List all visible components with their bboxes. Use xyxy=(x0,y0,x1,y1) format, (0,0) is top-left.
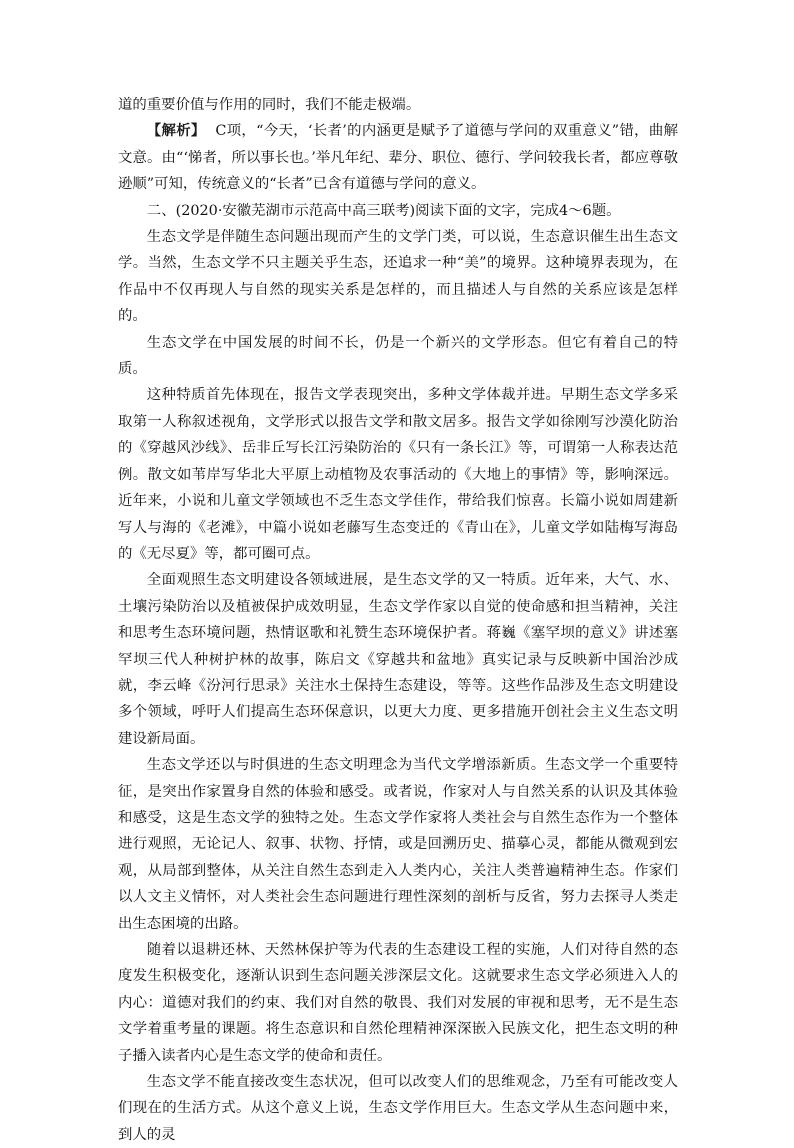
paragraph-1: 生态文学是伴随生态问题出现而产生的文学门类，可以说，生态意识催生出生态文学。当然，生态文学不只主题关乎生态，还追求一种“美”的境界。这种境界表现为，在作品中不仅再现人与自然的现实关系是怎样的，而且描述人与自然的关系应该是怎样的。 xyxy=(118,229,678,325)
analysis-paragraph xyxy=(118,118,678,197)
paragraph-5: 生态文学还以与时俱进的生态文明理念为当代文学增添新质。生态文学一个重要特征，是突出作家置身自然的体验和感受。或者说，作家对人与自然关系的认识及其体验和感受，这是生态文学的独特之处。生态文学作家将人类社会与自然生态作为一个整体进行观照，无论记人、叙事、状物、抒情，或是回溯历史、描摹心灵，都能从微观到宏观，从局部到整体，从关注自然生态到走入人类内心，关注人类普遍精神生态。作家们以人文主义情怀，对人类社会生态问题进行理性深刻的剖析与反省，努力去探寻人类走出生态困境的出路。 xyxy=(118,757,678,932)
paragraph-6: 随着以退耕还林、天然林保护等为代表的生态建设工程的实施，人们对待自然的态度发生积极变化，逐渐认识到生态问题关涉深层文化。这就要求生态文学必须进入人的内心：道德对我们的约束、我们对自然的敬畏、我们对发展的审视和思考，无不是生态文学着重考量的课题。将生态意识和自然伦理精神深深嵌入民族文化，把生态文明的种子播入读者内心是生态文学的使命和责任。 xyxy=(118,942,678,1064)
paragraph-2: 生态文学在中国发展的时间不长，仍是一个新兴的文学形态。但它有着自己的特质。 xyxy=(118,334,678,378)
paragraph-4: 全面观照生态文明建设各领域进展，是生态文学的又一特质。近年来，大气、水、土壤污染防治以及植被保护成效明显，生态文学作家以自觉的使命感和担当精神，关注和思考生态环境问题，热情讴歌和礼赞生态环境保护者。蒋巍《塞罕坝的意义》讲述塞罕坝三代人种树护林的故事，陈启文《穿越共和盆地》真实记录与反映新中国治沙成就，李云峰《汾河行思录》关注水土保持生态建设，等等。这些作品涉及生态文明建设多个领域，呼吁人们提高生态环保意识，以更大力度、更多措施开创社会主义生态文明建设新局面。 xyxy=(118,572,678,747)
intro-line: 道的重要价值与作用的同时，我们不能走极端。 xyxy=(118,97,421,113)
paragraph-7: 生态文学不能直接改变生态状况，但可以改变人们的思维观念，乃至有可能改变人们现在的生活方式。从这个意义上说，生态文学作用巨大。生态文学从生态问题中来，到人的灵 xyxy=(118,1074,678,1143)
analysis-label: 【解析】 xyxy=(146,122,206,140)
section-heading: 二、(2020·安徽芜湖市示范高中高三联考)阅读下面的文字，完成4～6题。 xyxy=(146,202,621,219)
paragraph-3: 这种特质首先体现在，报告文学表现突出，多种文学体裁并进。早期生态文学多采取第一人称叙述视角，文学形式以报告文学和散文居多。报告文学如徐刚写沙漠化防治的《穿越风沙线》、岳非丘写长江污染防治的《只有一条长江》等，可谓第一人称表达范例。散文如苇岸写华北大平原上动植物及农事活动的《大地上的事情》等，影响深远。近年来，小说和儿童文学领域也不乏生态文学佳作，带给我们惊喜。长篇小说如周建新写人与海的《老滩》，中篇小说如老藤写生态变迁的《青山在》，儿童文学如陆梅写海岛的《无尽夏》等，都可圈可点。 xyxy=(118,387,678,562)
document-body xyxy=(118,92,678,1148)
analysis-text: C项，“今天，‘长者’的内涵更是赋予了道德与学问的双重意义”错，曲解文意。由“‘悌者，所以事长也。’举凡年纪、辈分、职位、德行、学问较我长者，都应尊敬逊顺”可知，传统意义的“长者”已含有道德与学问的意义。 xyxy=(118,123,678,193)
